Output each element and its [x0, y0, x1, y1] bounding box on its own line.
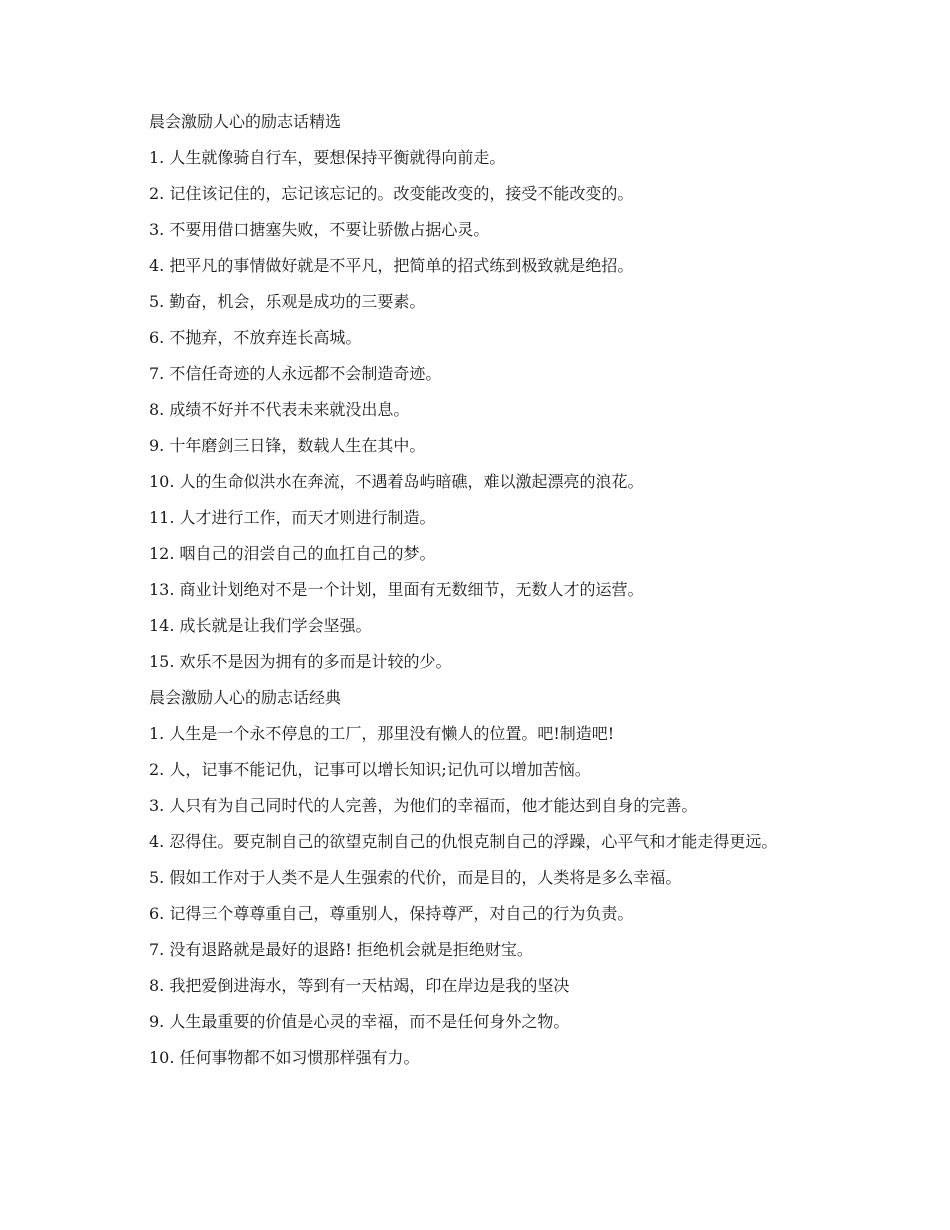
- list-item: 2. 人，记事不能记仇，记事可以增长知识;记仇可以增加苦恼。: [149, 760, 591, 779]
- list-item: 4. 忍得住。要克制自己的欲望克制自己的仇恨克制自己的浮躁，心平气和才能走得更远。: [149, 832, 778, 851]
- list-item: 8. 我把爱倒进海水，等到有一天枯竭，印在岸边是我的坚决: [149, 976, 570, 995]
- list-item: 3. 不要用借口搪塞失败，不要让骄傲占据心灵。: [149, 220, 490, 239]
- list-item: 14. 成长就是让我们学会坚强。: [149, 616, 372, 635]
- list-item: 9. 十年磨剑三日锋，数载人生在其中。: [149, 436, 426, 455]
- list-item: 10. 人的生命似洪水在奔流，不遇着岛屿暗礁，难以激起漂亮的浪花。: [149, 472, 644, 491]
- list-item: 12. 咽自己的泪尝自己的血扛自己的梦。: [149, 544, 436, 563]
- list-item: 8. 成绩不好并不代表未来就没出息。: [149, 400, 410, 419]
- list-item: 5. 假如工作对于人类不是人生强索的代价，而是目的，人类将是多么幸福。: [149, 868, 682, 887]
- list-item: 13. 商业计划绝对不是一个计划，里面有无数细节，无数人才的运营。: [149, 580, 644, 599]
- list-item: 1. 人生是一个永不停息的工厂，那里没有懒人的位置。吧!制造吧!: [149, 724, 615, 743]
- list-item: 15. 欢乐不是因为拥有的多而是计较的少。: [149, 652, 452, 671]
- list-item: 5. 勤奋，机会，乐观是成功的三要素。: [149, 292, 426, 311]
- list-item: 10. 任何事物都不如习惯那样强有力。: [149, 1048, 420, 1067]
- list-item: 11. 人才进行工作，而天才则进行制造。: [149, 508, 436, 527]
- list-item: 1. 人生就像骑自行车，要想保持平衡就得向前走。: [149, 148, 506, 167]
- list-item: 9. 人生最重要的价值是心灵的幸福，而不是任何身外之物。: [149, 1012, 570, 1031]
- list-item: 4. 把平凡的事情做好就是不平凡，把简单的招式练到极致就是绝招。: [149, 256, 634, 275]
- list-item: 6. 不抛弃，不放弃连长高城。: [149, 328, 362, 347]
- list-item: 7. 不信任奇迹的人永远都不会制造奇迹。: [149, 364, 442, 383]
- list-item: 6. 记得三个尊尊重自己，尊重别人，保持尊严，对自己的行为负责。: [149, 904, 634, 923]
- list-item: 3. 人只有为自己同时代的人完善，为他们的幸福而，他才能达到自身的完善。: [149, 796, 698, 815]
- section-heading: 晨会激励人心的励志话经典: [149, 688, 342, 707]
- document-body: [113, 113, 840, 1067]
- list-item: 7. 没有退路就是最好的退路! 拒绝机会就是拒绝财宝。: [149, 940, 533, 959]
- list-item: 2. 记住该记住的，忘记该忘记的。改变能改变的，接受不能改变的。: [149, 184, 634, 203]
- section-heading: 晨会激励人心的励志话精选: [149, 112, 342, 131]
